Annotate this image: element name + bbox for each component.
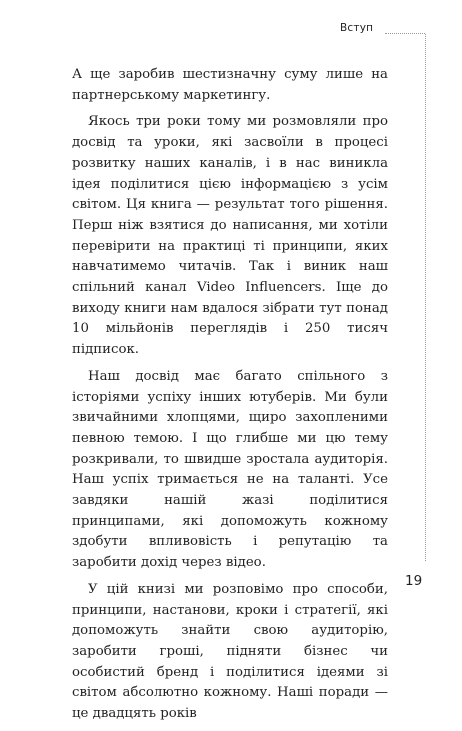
paragraph-1: А ще заробив шестизначну суму лише на партнерському маркетингу. [72,67,388,103]
paragraph-2: Якось три роки тому ми розмовляли про досвід та уроки, які засвоїли в процесі розвитку наших каналів, і в нас виникла ідея поділитися цією інформацією з усім світом. Ця книга — результат того рішення. Перш ніж взятися до написання, ми хотіли перевірити на практиці ті принципи, яких навчатимемо читачів. Так і виник наш спільний канал Video Influencers. Іще до виходу книги нам вдалося зібрати тут понад 10 мільйонів переглядів і 250 тисяч підписок. [72,114,388,358]
paragraph-3: Наш досвід має багато спільного з історіями успіху інших ютуберів. Ми були звичайними хлопцями, щиро захопленими певною темою. І що глибше ми цю тему розкривали, то швидше зростала аудиторія. Наш успіх тримається не на таланті. Усе завдяки нашій жазі поділитися принципами, які допоможуть кожному здобути впливовість і репутацію та заробити дохід через відео. [72,368,388,571]
body-text [72,65,388,731]
side-dotted-rule [425,34,426,561]
running-header: Вступ [340,22,374,34]
page-number: 19 [405,573,423,589]
header-dotted-rule [385,33,425,34]
paragraph-4: У цій книзі ми розповімо про способи, принципи, настанови, кроки і стратегії, які допоможуть знайти свою аудиторію, заробити гроші, підняти бізнес чи особистий бренд і поділитися ідеями зі світом абсолютно кожному. Наші поради — це двадцять років [72,581,388,722]
